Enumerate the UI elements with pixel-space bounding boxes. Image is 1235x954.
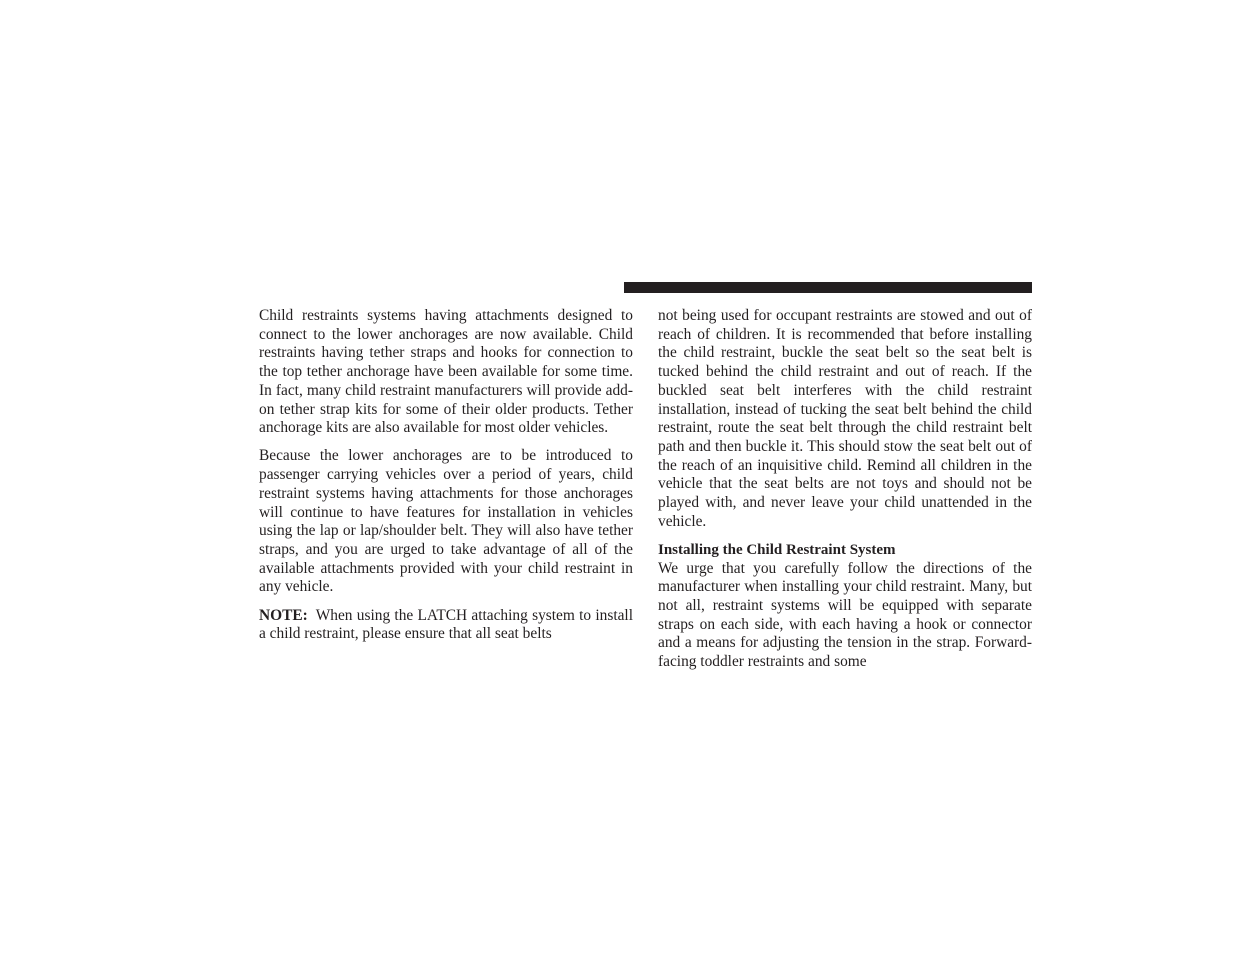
left-paragraph-1: Child restraints systems having attachments designed to connect to the lower anchorages are now available. Child restraints having tether straps and hooks for connection to the top tether anchorage have been available for some time. In fact, many child restraint manufacturers will provide add-on tether strap kits for some of their older products. Tether anchorage kits are also available for most older vehicles. bbox=[259, 307, 633, 437]
note-text: When using the LATCH attaching system to install a child restraint, please ensure that all seat belts bbox=[259, 606, 633, 643]
right-paragraph-1: not being used for occupant restraints are stowed and out of reach of children. It is recommended that before installing the child restraint, buckle the seat belt so the seat belt is tucked behind the child restraint and out of reach. If the buckled seat belt interferes with the child restraint installation, instead of tucking the seat belt behind the child restraint, route the seat belt through the child restraint belt path and then buckle it. This should stow the seat belt out of the reach of an inquisitive child. Remind all children in the vehicle that the seat belts are not toys and should not be played with, and never leave your child unattended in the vehicle. bbox=[658, 307, 1032, 530]
left-column bbox=[259, 307, 633, 644]
note-label: NOTE: bbox=[259, 606, 308, 624]
section-heading: Installing the Child Restraint System bbox=[658, 541, 896, 558]
right-paragraph-2: We urge that you carefully follow the directions of the manufacturer when installing your child restraint. Many, but not all, restraint systems will be equipped with separate straps on each side, with each having a hook or connector and a means for adjusting the tension in the strap. Forward-facing toddler restraints and some bbox=[658, 559, 1032, 671]
right-column bbox=[658, 307, 1032, 672]
note-paragraph bbox=[259, 607, 633, 644]
header-rule bbox=[624, 282, 1032, 293]
left-paragraph-2: Because the lower anchorages are to be introduced to passenger carrying vehicles over a period of years, child restraint systems having attachments for those anchorages will continue to have features for installation in vehicles using the lap or lap/shoulder belt. They will also have tether straps, and you are urged to take advantage of all of the available attachments provided with your child restraint in any vehicle. bbox=[259, 447, 633, 596]
